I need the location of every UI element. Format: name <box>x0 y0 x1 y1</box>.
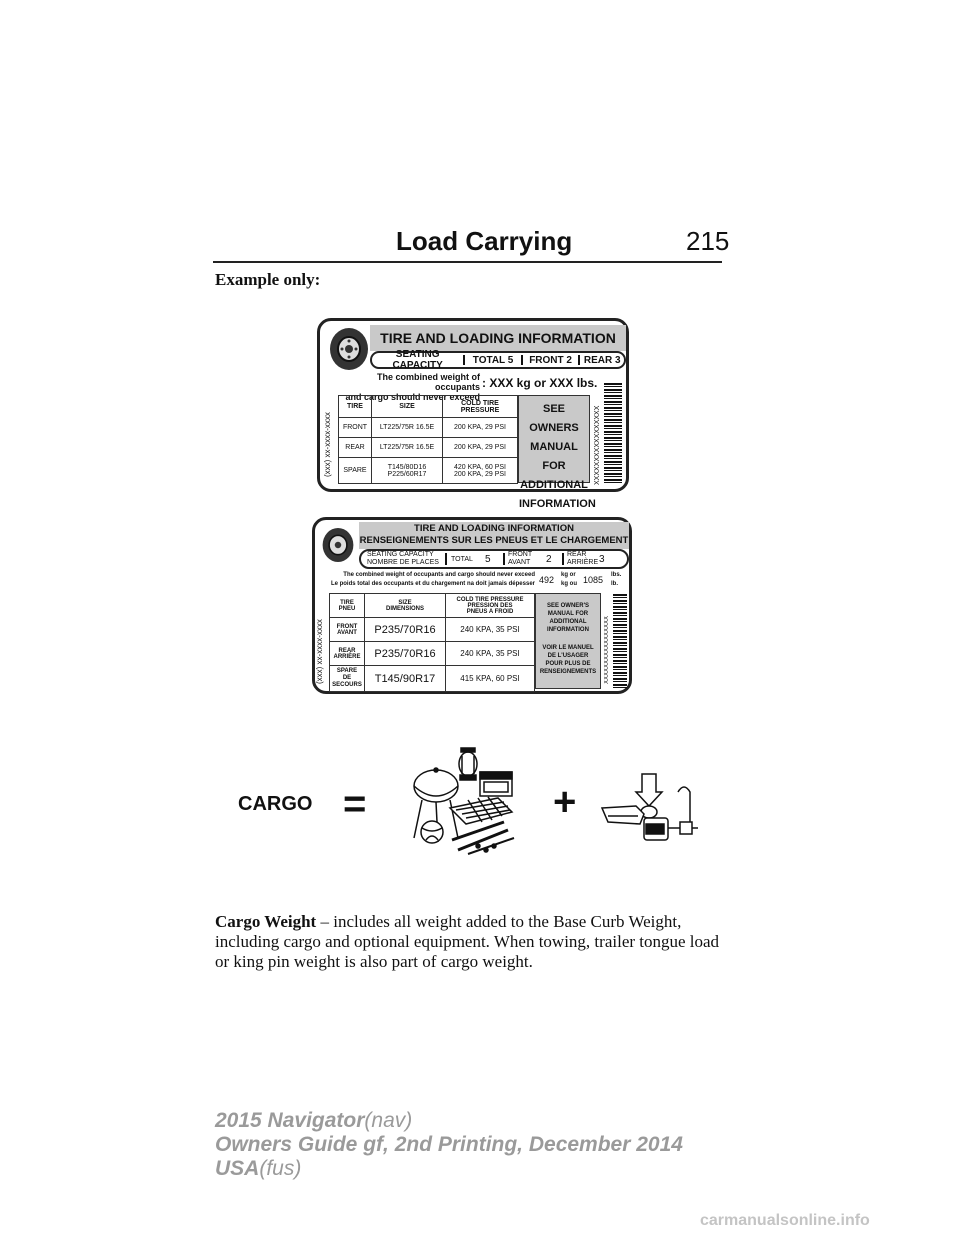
row-tire-line: AVANT <box>337 629 357 636</box>
row-tire-line: REAR <box>338 647 356 654</box>
barcode <box>613 594 627 688</box>
table-header-row <box>339 396 518 418</box>
footer-region-line <box>215 1158 301 1180</box>
cargo-weight-paragraph <box>215 912 735 972</box>
footer-guide: Owners Guide gf, 2nd Printing, December 2014 <box>215 1133 683 1156</box>
rear-label-line: REAR <box>567 551 587 558</box>
row-pressure <box>443 458 518 484</box>
vertical-code: (xxx) xx-xxxx-xxxx <box>315 619 324 684</box>
row-pressure: 200 KPA, 29 PSI <box>443 418 518 438</box>
example-label: Example only: <box>215 270 321 289</box>
table-header-row <box>330 594 535 618</box>
kg-unit-line: kg or <box>561 572 576 578</box>
header-tire: TIRE <box>339 396 372 418</box>
vertical-code: (xxx) xx-xxxx-xxxx <box>323 412 332 477</box>
row-tire <box>330 666 365 692</box>
footer-region: USA <box>215 1157 260 1180</box>
row-psi: 35 PSI <box>495 649 520 658</box>
seating-capacity-bar <box>370 351 626 369</box>
tire-icon <box>321 526 355 564</box>
row-kpa: 240 KPA, <box>460 649 494 658</box>
see-owners-line: ADDITIONAL <box>520 479 588 491</box>
plus-sign: + <box>553 780 577 824</box>
header-tire <box>330 594 365 618</box>
row-tire-line: FRONT <box>336 623 358 630</box>
tire-icon <box>328 327 370 371</box>
seating-label-line: SEATING CAPACITY <box>367 551 434 558</box>
header-pressure-line: PNEUS A FROID <box>466 608 514 615</box>
voir-manuel-line: VOIR LE MANUEL <box>542 645 594 651</box>
header-size: SIZE <box>372 396 443 418</box>
row-pressure <box>446 642 535 666</box>
header-tire-line: PNEU <box>338 605 356 612</box>
see-owners-line: MANUAL FOR <box>530 441 578 472</box>
tire-placard-bilingual <box>312 517 632 694</box>
row-size: P235/70R16 <box>365 642 446 666</box>
kg-value: 492 <box>539 575 555 585</box>
header-pressure-line: COLD TIRE PRESSURE <box>456 596 524 603</box>
equals-sign: = <box>343 782 367 826</box>
weight-statement-line-2: Le poids total des occupants et du chargement na doit jamais dépesser <box>330 581 535 587</box>
header-rule <box>213 261 722 263</box>
lb-unit <box>611 571 621 589</box>
see-owners-line: ADDITIONAL <box>549 619 587 625</box>
header-tire-line: TIRE <box>340 599 354 606</box>
placard-title <box>359 522 629 549</box>
total-value: 5 <box>485 553 491 565</box>
barcode-text: XXXXXXXXXXXXXXXXX <box>594 405 601 485</box>
lb-value: 1085 <box>583 575 604 585</box>
header-size <box>365 594 446 618</box>
rear-value: 3 <box>599 553 605 565</box>
row-pressure <box>446 666 535 692</box>
seating-label: SEATING CAPACITY <box>392 349 443 371</box>
seating-label-line: NOMBRE DE PLACES <box>367 559 439 566</box>
row-tire <box>330 642 365 666</box>
kg-unit-line: kg ou <box>561 581 577 587</box>
front-label <box>505 551 546 567</box>
row-size: LT225/75R 16.5E <box>372 438 443 458</box>
row-size: P235/70R16 <box>365 618 446 642</box>
weight-statement-line-1: The combined weight of occupants <box>377 372 480 392</box>
seating-total: TOTAL 5 <box>472 354 514 366</box>
rear-label-line: ARRIÈRE <box>567 559 599 566</box>
row-tire: FRONT <box>339 418 372 438</box>
row-size: LT225/75R 16.5E <box>372 418 443 438</box>
seating-front: FRONT 2 <box>529 354 572 366</box>
table-row <box>339 438 518 458</box>
front-label-line: AVANT <box>508 559 531 566</box>
row-size <box>372 458 443 484</box>
see-owners-line: INFORMATION <box>547 627 589 633</box>
cargo-weight-definition: – includes all weight added to the Base Curb Weight, including cargo and optional equipment. When towing, trailer tongue load or king pin weight is also part of cargo weight. <box>215 912 720 971</box>
row-pressure-line: 200 KPA, 29 PSI <box>453 470 506 478</box>
hitch-weight-illustration <box>600 772 700 842</box>
row-tire: SPARE <box>339 458 372 484</box>
weight-value: : XXX kg or XXX lbs. <box>482 376 598 390</box>
row-kpa: 240 KPA, <box>460 625 494 634</box>
placard-title-line-2: RENSEIGNEMENTS SUR LES PNEUS ET LE CHARGEMENT <box>359 535 629 546</box>
row-tire <box>330 618 365 642</box>
voir-manuel-line: RENSEIGNEMENTS <box>539 669 597 675</box>
see-owners-line: INFORMATION <box>519 498 596 510</box>
row-psi: 60 PSI <box>495 674 520 683</box>
footer-model-code: (nav) <box>364 1109 413 1132</box>
header-size-line: DIMENSIONS <box>385 605 424 612</box>
page-number: 215 <box>686 226 730 256</box>
barcode-text: XXXXXXXXXXXXXXXXX <box>604 615 610 684</box>
front-label-line: FRONT <box>508 551 533 558</box>
see-owners-box <box>518 395 596 510</box>
barcode <box>604 383 622 483</box>
lb-unit-line: lb. <box>611 581 618 587</box>
cargo-label: CARGO <box>238 793 313 815</box>
row-pressure <box>446 618 535 642</box>
row-size-line: T145/80D16 <box>387 463 427 471</box>
rear-label <box>564 551 599 567</box>
kg-unit <box>561 571 577 589</box>
weight-statement-line-1: The combined weight of occupants and cargo should never exceed <box>343 572 535 578</box>
row-pressure-line: 420 KPA, 60 PSI <box>453 463 506 471</box>
tire-table <box>329 593 535 692</box>
row-size: T145/90R17 <box>365 666 446 692</box>
weight-statement-line-2: and cargo should never exceed <box>345 392 480 402</box>
cargo-items-illustration <box>408 742 520 860</box>
see-owners-line: SEE OWNERS <box>529 403 579 434</box>
voir-manuel-line: DE L'USAGER <box>547 653 589 659</box>
voir-manuel-line: POUR PLUS DE <box>545 661 591 667</box>
row-size-line: P225/60R17 <box>387 470 427 478</box>
footer-model-line <box>215 1110 412 1132</box>
row-psi: 35 PSI <box>495 625 520 634</box>
row-tire: REAR <box>339 438 372 458</box>
table-row <box>330 642 535 666</box>
row-pressure: 200 KPA, 29 PSI <box>443 438 518 458</box>
row-tire-line: SPARE <box>336 668 358 674</box>
see-owners-box <box>535 593 601 689</box>
see-owners-line: SEE OWNER'S <box>546 603 590 609</box>
front-value: 2 <box>546 553 552 565</box>
cargo-weight-term: Cargo Weight <box>215 912 317 931</box>
table-row <box>330 666 535 692</box>
lb-unit-line: lbs. <box>611 572 622 578</box>
seating-label <box>361 551 445 567</box>
seating-rear: REAR 3 <box>583 354 621 366</box>
row-kpa: 415 KPA, <box>460 674 494 683</box>
header-size-line: SIZE <box>398 599 412 606</box>
placard-title-line-1: TIRE AND LOADING INFORMATION <box>414 523 574 534</box>
watermark: carmanualsonline.info <box>700 1212 870 1229</box>
table-row <box>339 418 518 438</box>
section-title: Load Carrying <box>396 226 573 256</box>
row-tire-line: SECOURS <box>332 682 362 688</box>
total-label: TOTAL <box>451 555 473 563</box>
weight-statement <box>317 571 535 589</box>
footer-region-code: (fus) <box>259 1157 302 1180</box>
footer-model: 2015 Navigator <box>215 1109 365 1132</box>
header-pressure: COLD TIRE PRESSURE <box>443 396 518 418</box>
table-row <box>339 458 518 484</box>
seating-capacity-bar <box>359 549 629 569</box>
tire-table <box>338 395 518 484</box>
header-pressure <box>446 594 535 618</box>
tire-placard-english <box>317 318 629 510</box>
row-tire-line: DE <box>342 675 352 681</box>
header-pressure-line: PRESSION DES <box>467 602 513 609</box>
placard-title: TIRE AND LOADING INFORMATION <box>370 325 626 351</box>
table-row <box>330 618 535 642</box>
row-tire-line: ARRIÈRE <box>333 653 361 660</box>
see-owners-line: MANUAL FOR <box>547 611 589 617</box>
